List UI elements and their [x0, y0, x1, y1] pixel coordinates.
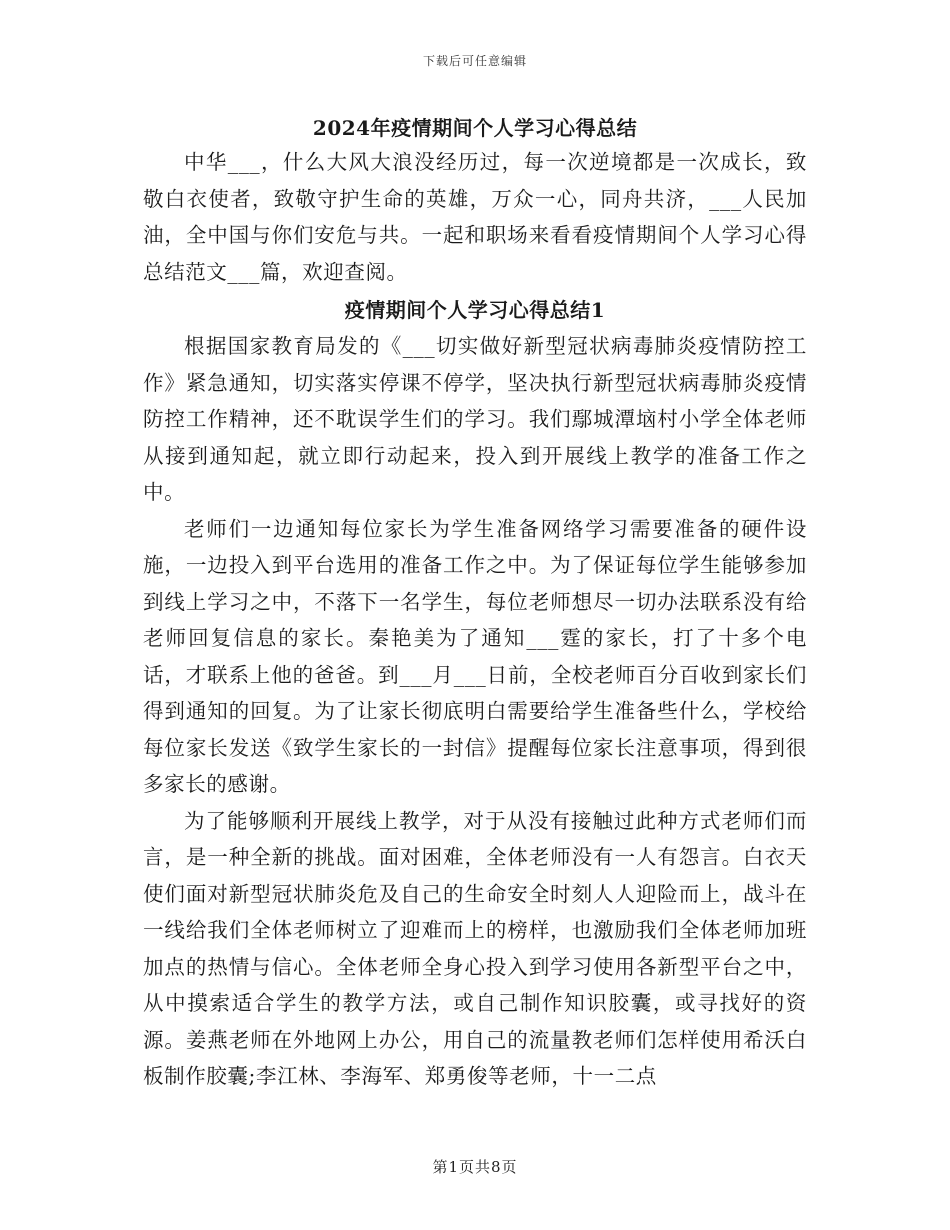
body-paragraph-1: 根据国家教育局发的《___切实做好新型冠状病毒肺炎疫情防控工作》紧急通知，切实落实停课不停学，坚决执行新型冠状病毒肺炎疫情防控工作精神，还不耽误学生们的学习。我们鄢城潭垴村小学全体老师从接到通知起，就立即行动起来，投入到开展线上教学的准备工作之中。: [143, 334, 807, 504]
body-paragraph-2: 老师们一边通知每位家长为学生准备网络学习需要准备的硬件设施，一边投入到平台选用的准备工作之中。为了保证每位学生能够参加到线上学习之中，不落下一名学生，每位老师想尽一切办法联系没有给老师回复信息的家长。秦艳美为了通知___霆的家长，打了十多个电话，才联系上他的爸爸。到___月___日前，全校老师百分百收到家长们得到通知的回复。为了让家长彻底明白需要给学生准备些什么，学校给每位家长发送《致学生家长的一封信》提醒每位家长注意事项，得到很多家长的感谢。: [143, 516, 807, 796]
page-footer: 第1页共8页: [432, 1158, 518, 1176]
section-title: 疫情期间个人学习心得总结1: [344, 298, 606, 322]
body-paragraph-3: 为了能够顺利开展线上教学，对于从没有接触过此种方式老师们而言，是一种全新的挑战。面对困难，全体老师没有一人有怨言。白衣天使们面对新型冠状肺炎危及自己的生命安全时刻人人迎险而上，战斗在一线给我们全体老师树立了迎难而上的榜样，也激励我们全体老师加班加点的热情与信心。全体老师全身心投入到学习使用各新型平台之中，从中摸索适合学生的教学方法，或自己制作知识胶囊，或寻找好的资源。姜燕老师在外地网上办公，用自己的流量教老师们怎样使用希沃白板制作胶囊;李江林、李海军、郑勇俊等老师，十一二点: [143, 808, 807, 1088]
document-title: 2024年疫情期间个人学习心得总结: [312, 116, 638, 140]
intro-paragraph: 中华___，什么大风大浪没经历过，每一次逆境都是一次成长，致敬白衣使者，致敬守护生命的英雄，万众一心，同舟共济，___人民加油，全中国与你们安危与共。一起和职场来看看疫情期间个人学习心得总结范文___篇，欢迎查阅。: [143, 150, 807, 284]
header-note: 下载后可任意编辑: [422, 54, 527, 68]
document-content: [143, 112, 807, 1095]
